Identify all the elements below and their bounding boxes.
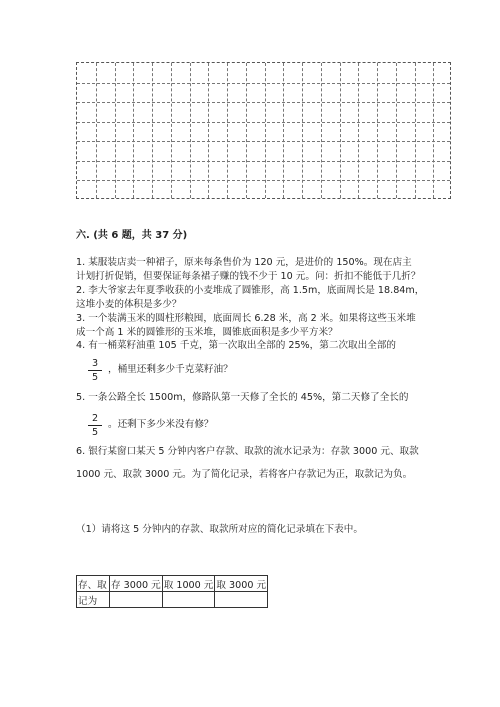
- q5-frac-bar: [88, 425, 102, 426]
- q5-frac-denominator: 5: [91, 427, 99, 438]
- grid-line-horizontal: [77, 141, 450, 142]
- q5-frac-numerator: 2: [91, 413, 99, 424]
- table-row: [77, 592, 268, 608]
- q1-line2: 计划打折促销，但要保证每条裙子赚的钱不少于 10 元。问：折扣不能低于几折？: [76, 271, 421, 282]
- grid-line-horizontal: [77, 83, 450, 84]
- table-cell: 取 1000 元: [162, 576, 215, 592]
- table-cell-empty[interactable]: [215, 592, 268, 608]
- q5-line1: 5. 一条公路全长 1500m，修路队第一天修了全长的 45%，第二天修了全长的: [76, 392, 409, 403]
- q6-sub1: （1）请将这 5 分钟内的存款、取款所对应的简化记录填在下表中。: [76, 524, 363, 535]
- q4-frac-numerator: 3: [91, 358, 99, 369]
- table-cell: 记为: [77, 592, 110, 608]
- q2-line2: 这堆小麦的体积是多少？: [76, 299, 182, 310]
- q4-fraction: [88, 358, 102, 383]
- answer-grid: [76, 62, 451, 199]
- table-cell: 存 3000 元: [110, 576, 163, 592]
- grid-line-horizontal: [77, 180, 450, 181]
- record-table: [76, 575, 268, 608]
- q6-line2: 1000 元、取款 3000 元。为了简化记录，若将客户存款记为正，取款记为负。: [76, 469, 413, 480]
- q1-line1: 1. 某服装店卖一种裙子，原来每条售价为 120 元，是进价的 150%。现在店主: [76, 257, 412, 268]
- table-cell: 取 3000 元: [215, 576, 268, 592]
- table-cell: 存、取: [77, 576, 110, 592]
- q3-line1: 3. 一个装满玉米的圆柱形粮囤，底面周长 6.28 米，高 2 米。如果将这些玉米堆: [76, 313, 416, 324]
- table-cell-empty[interactable]: [110, 592, 163, 608]
- table-row: [77, 576, 268, 592]
- q3-line2: 成一个高 1 米的圆锥形的玉米堆，圆锥底面积是多少平方米？: [76, 327, 338, 338]
- q4-line1: 4. 有一桶菜籽油重 105 千克，第一次取出全部的 25%，第二次取出全部的: [76, 340, 397, 351]
- section-title: 六. (共 6 题，共 37 分): [76, 230, 188, 241]
- q5-fraction: [88, 413, 102, 438]
- q4-frac-denominator: 5: [91, 372, 99, 383]
- q6-line1: 6. 银行某窗口某天 5 分钟内客户存款、取款的流水记录为：存款 3000 元、取款: [76, 446, 419, 457]
- q4-frac-bar: [88, 370, 102, 371]
- grid-line-horizontal: [77, 122, 450, 123]
- table-cell-empty[interactable]: [162, 592, 215, 608]
- q2-line1: 2. 李大爷家去年夏季收获的小麦堆成了圆锥形，高 1.5m，底面周长是 18.84m，: [76, 285, 425, 296]
- grid-line-horizontal: [77, 161, 450, 162]
- q4-line2: ，桶里还剩多少千克菜籽油？: [108, 364, 233, 375]
- grid-line-horizontal: [77, 102, 450, 103]
- q5-line2: 。还剩下多少米没有修？: [108, 419, 214, 430]
